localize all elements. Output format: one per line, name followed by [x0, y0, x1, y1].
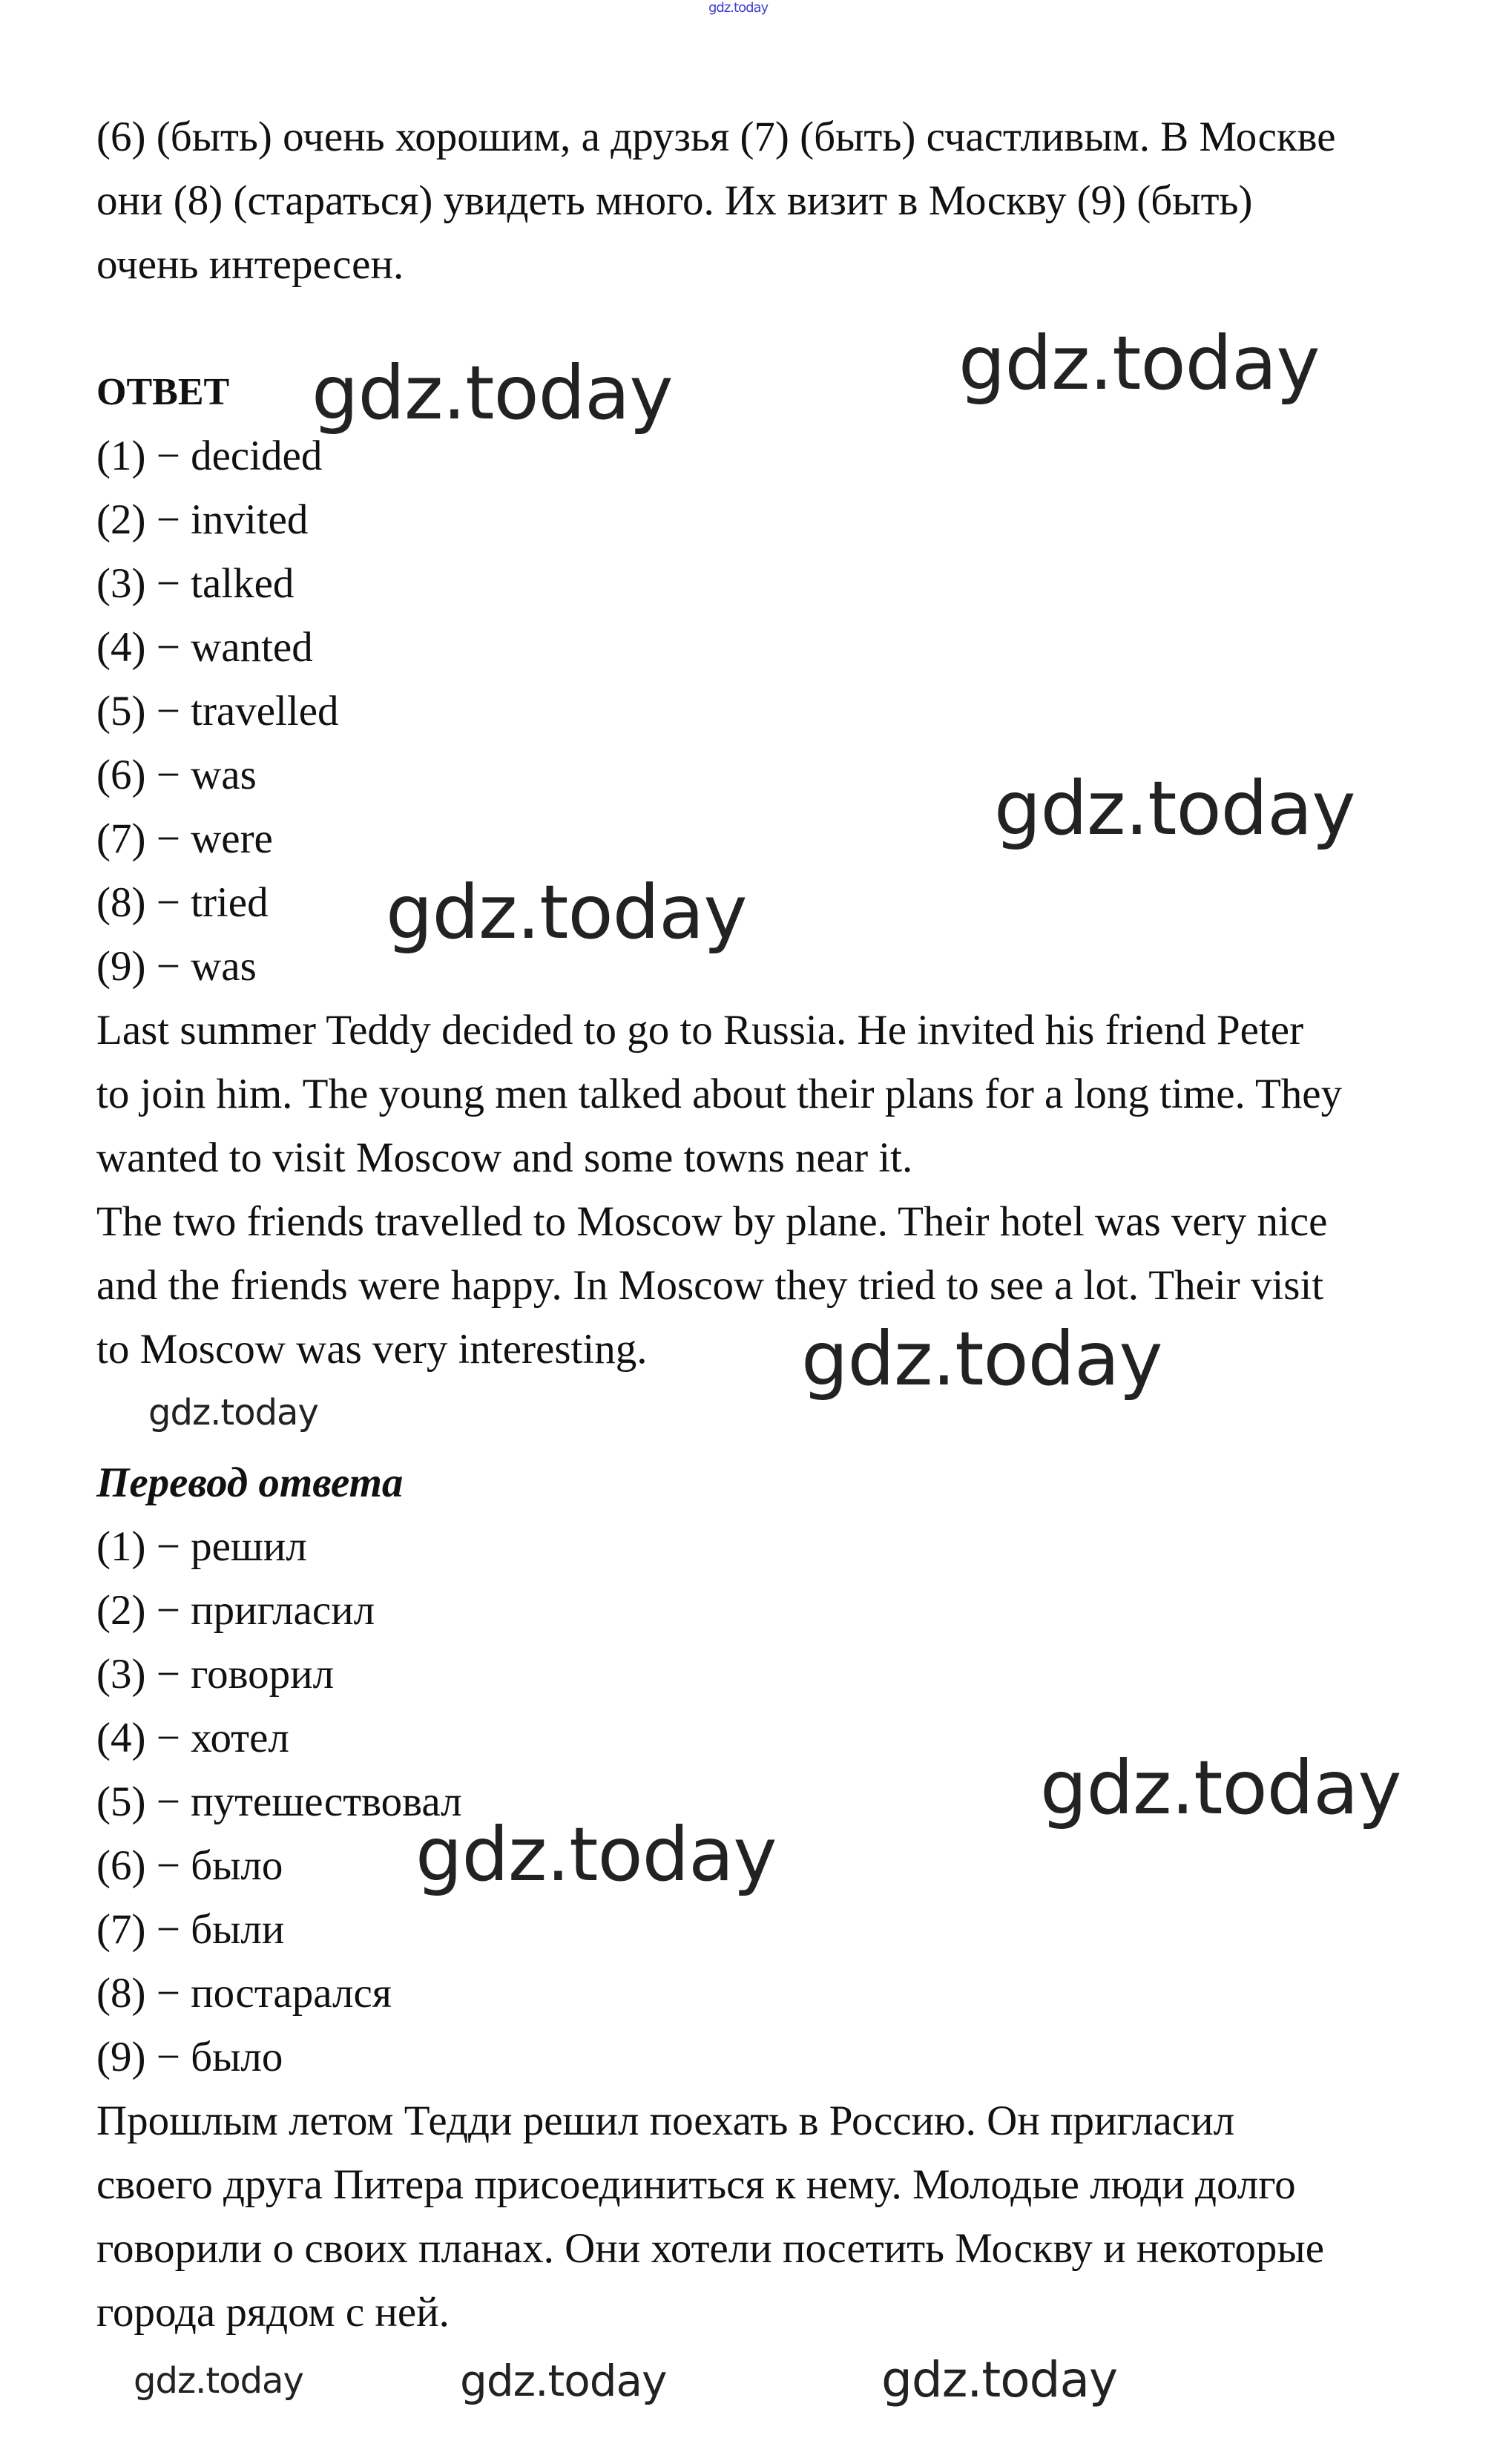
translation-item: (6) − было — [96, 1842, 283, 1889]
translation-section — [96, 1451, 1432, 2345]
answer-item: (1) − decided — [96, 433, 323, 479]
answer-item: (7) − were — [96, 815, 273, 862]
translation-item: (4) − хотел — [96, 1715, 289, 1761]
answer-section — [96, 361, 1432, 1382]
answer-text-line: Last summer Teddy decided to go to Russia. He invited his friend Peter — [96, 1007, 1304, 1054]
watermark: gdz.today — [148, 1392, 318, 1433]
answer-item: (6) − was — [96, 752, 257, 798]
translation-text-line: Прошлым летом Тедди решил поехать в Россию. Он пригласил — [96, 2097, 1235, 2144]
translation-text-line: своего друга Питера присоединиться к нему. Молодые люди долго — [96, 2161, 1296, 2208]
task-tail — [96, 105, 1432, 297]
answer-text-line: and the friends were happy. In Moscow they tried to see a lot. Their visit — [96, 1262, 1324, 1309]
translation-item: (8) − постарался — [96, 1970, 392, 2017]
translation-item: (9) − было — [96, 2034, 283, 2080]
translation-text-line: города рядом с ней. — [96, 2289, 450, 2336]
text-line: (6) (быть) очень хорошим, а друзья (7) (быть) счастливым. В Москве — [96, 114, 1336, 160]
answer-text-line: wanted to visit Moscow and some towns near it. — [96, 1134, 913, 1181]
answer-item: (3) − talked — [96, 560, 295, 607]
watermark: gdz.today — [312, 349, 673, 436]
text-line: они (8) (стараться) увидеть много. Их визит в Москву (9) (быть) — [96, 177, 1253, 224]
translation-item: (7) − были — [96, 1906, 285, 1953]
answer-item: (5) − travelled — [96, 688, 339, 735]
answer-text-line: to join him. The young men talked about their plans for a long time. They — [96, 1071, 1343, 1117]
watermark: gdz.today — [1040, 1744, 1401, 1831]
watermark: gdz.today — [386, 869, 747, 956]
answer-text-line: to Moscow was very interesting. — [96, 1326, 648, 1373]
watermark: gdz.today — [134, 2360, 303, 2402]
translation-item: (3) − говорил — [96, 1651, 335, 1698]
translation-item: (5) − путешествовал — [96, 1778, 462, 1825]
answer-heading: ОТВЕТ — [96, 371, 230, 413]
watermark: gdz.today — [460, 2356, 667, 2406]
watermark: gdz.today — [415, 1811, 777, 1898]
watermark: gdz.today — [958, 320, 1320, 407]
top-watermark: gdz.today — [708, 0, 769, 16]
answer-item: (8) − tried — [96, 879, 269, 926]
answer-item: (2) − invited — [96, 496, 309, 543]
translation-item: (2) − пригласил — [96, 1587, 375, 1634]
answer-item: (4) − wanted — [96, 624, 313, 671]
text-line: очень интересен. — [96, 241, 404, 288]
answer-text-line: The two friends travelled to Moscow by plane. Their hotel was very nice — [96, 1198, 1328, 1245]
translation-item: (1) − решил — [96, 1523, 307, 1570]
answer-item: (9) − was — [96, 943, 257, 990]
watermark: gdz.today — [801, 1315, 1162, 1402]
translation-heading: Перевод ответа — [96, 1459, 404, 1506]
watermark: gdz.today — [881, 2351, 1118, 2408]
watermark: gdz.today — [994, 765, 1355, 852]
translation-text-line: говорили о своих планах. Они хотели посетить Москву и некоторые — [96, 2225, 1325, 2272]
